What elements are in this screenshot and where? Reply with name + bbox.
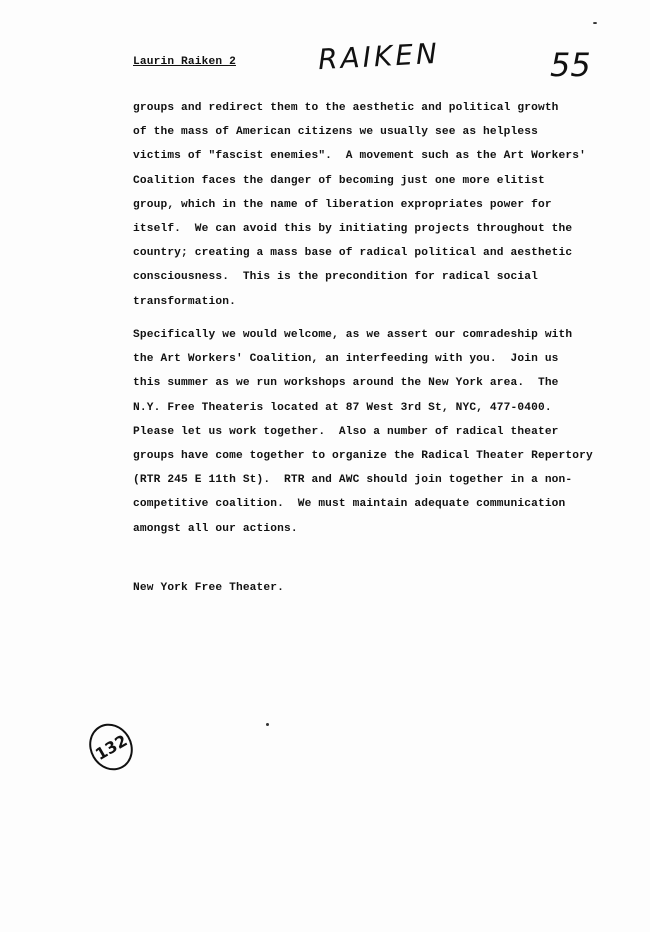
text-line: group, which in the name of liberation expropriates power for: [133, 198, 552, 211]
text-line: groups have come together to organize the Radical Theater Repertory: [133, 449, 593, 462]
scan-speck: [266, 723, 269, 726]
text-line: itself. We can avoid this by initiating projects throughout the: [133, 222, 573, 235]
handwritten-name: RAIKEN: [317, 36, 441, 77]
paragraph-1: [133, 96, 613, 314]
paragraph-2: [133, 323, 613, 541]
text-line: country; creating a mass base of radical political and aesthetic: [133, 247, 573, 260]
text-line: consciousness. This is the precondition for radical social: [133, 271, 538, 284]
scan-speck: [593, 22, 597, 24]
text-line: amongst all our actions.: [133, 522, 298, 535]
text-line: this summer as we run workshops around the New York area. The: [133, 377, 559, 390]
text-line: of the mass of American citizens we usually see as helpless: [133, 126, 538, 139]
text-line: the Art Workers' Coalition, an interfeeding with you. Join us: [133, 353, 559, 366]
text-line: N.Y. Free Theateris located at 87 West 3rd St, NYC, 477-0400.: [133, 401, 552, 414]
text-line: groups and redirect them to the aesthetic and political growth: [133, 102, 559, 114]
text-line: Coalition faces the danger of becoming just one more elitist: [133, 174, 545, 187]
header-author-label: Laurin Raiken 2: [133, 56, 236, 68]
text-line: Please let us work together. Also a number of radical theater: [133, 425, 559, 438]
text-line: (RTR 245 E 11th St). RTR and AWC should join together in a non-: [133, 474, 573, 487]
text-line: Specifically we would welcome, as we assert our comradeship with: [133, 329, 573, 341]
signature: New York Free Theater.: [133, 582, 284, 594]
text-line: competitive coalition. We must maintain adequate communication: [133, 498, 566, 511]
text-line: transformation.: [133, 295, 236, 308]
handwritten-page-number: 55: [550, 46, 591, 84]
circled-annotation-number: 132: [91, 730, 131, 764]
circled-annotation: [81, 716, 141, 779]
text-line: victims of "fascist enemies". A movement such as the Art Workers': [133, 150, 586, 163]
